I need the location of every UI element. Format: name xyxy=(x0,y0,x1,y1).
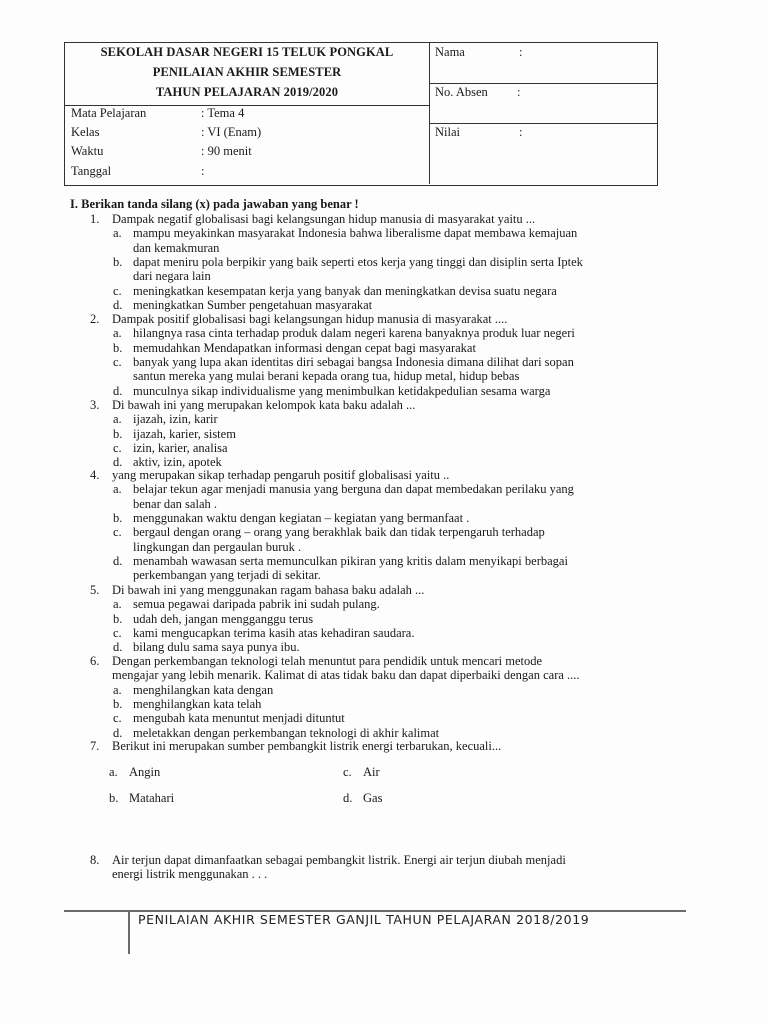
question-number: 6. xyxy=(90,654,100,668)
school-name: SEKOLAH DASAR NEGERI 15 TELUK PONGKAL xyxy=(100,45,394,59)
option-letter: d. xyxy=(113,725,123,740)
option-letter: b. xyxy=(113,426,123,441)
meta-label: Waktu xyxy=(71,144,104,158)
option-letter: b. xyxy=(113,696,123,711)
section-title: I. Berikan tanda silang (x) pada jawaban yang benar ! xyxy=(70,197,359,211)
option-text: dapat meniru pola berpikir yang baik seperti etos kerja yang tinggi dan disiplin serta Iptek xyxy=(133,254,583,269)
option-text: ijazah, izin, karir xyxy=(133,412,218,427)
question-line: energi listrik menggunakan . . . xyxy=(112,867,268,882)
option-letter: c. xyxy=(113,711,122,726)
option-text: meletakkan dengan perkembangan teknologi di akhir kalimat xyxy=(133,725,440,740)
option-letter: b. xyxy=(109,791,119,805)
meta-label: Kelas xyxy=(71,125,100,139)
option-text: mengubah kata menuntut menjadi dituntut xyxy=(133,711,345,726)
option-text: mampu meyakinkan masyarakat Indonesia bahwa liberalisme dapat membawa kemajuan xyxy=(133,226,578,241)
meta-value: : xyxy=(201,164,205,178)
option-letter: d. xyxy=(113,640,123,655)
option-letter: a. xyxy=(113,682,122,697)
option-text: Gas xyxy=(363,791,383,805)
footer-title: PENILAIAN AKHIR SEMESTER GANJIL TAHUN PELAJARAN 2018/2019 xyxy=(138,912,590,927)
field-label: No. Absen xyxy=(435,85,488,99)
meta-value: : VI (Enam) xyxy=(201,125,262,139)
meta-label: Mata Pelajaran xyxy=(71,106,147,120)
question-line: mengajar yang lebih menarik. Kalimat di atas tidak baku dan dapat diperbaiki dengan cara .... xyxy=(112,668,580,683)
footer-rule xyxy=(128,910,130,954)
option-text: kami mengucapkan terima kasih atas kehadiran saudara. xyxy=(133,625,415,640)
option-text: santun mereka yang mulai berani kepada orang tua, hidup metal, hidup bebas xyxy=(133,369,520,384)
meta-label: Tanggal xyxy=(71,164,112,178)
option-text: meningkatkan kesempatan kerja yang banyak dan meningkatkan devisa suatu negara xyxy=(133,283,557,298)
header-divider xyxy=(429,43,430,184)
option-text: hilangnya rasa cinta terhadap produk dalam negeri karena banyaknya produk luar negeri xyxy=(133,326,575,341)
academic-year: TAHUN PELAJARAN 2019/2020 xyxy=(155,85,339,99)
option-text: aktiv, izin, apotek xyxy=(133,455,222,470)
option-letter: c. xyxy=(343,765,352,779)
field-colon: : xyxy=(519,125,523,139)
question-line: Dampak positif globalisasi bagi kelangsungan hidup manusia di masyarakat .... xyxy=(112,312,508,326)
option-text: udah deh, jangan mengganggu terus xyxy=(133,611,314,626)
option-letter: b. xyxy=(113,510,123,525)
exam-title: PENILAIAN AKHIR SEMESTER xyxy=(152,65,342,79)
question-number: 5. xyxy=(90,583,100,597)
option-text: semua pegawai daripada pabrik ini sudah pulang. xyxy=(133,597,380,612)
option-letter: c. xyxy=(113,354,122,369)
field-label: Nilai xyxy=(435,125,460,139)
option-letter: b. xyxy=(113,611,123,626)
option-text: Air xyxy=(363,765,380,779)
question-line: Dengan perkembangan teknologi telah menuntut para pendidik untuk mencari metode xyxy=(112,654,543,668)
question-number: 3. xyxy=(90,398,100,412)
field-label: Nama xyxy=(435,45,465,59)
option-letter: d. xyxy=(113,455,123,470)
option-letter: a. xyxy=(109,765,118,779)
header-divider xyxy=(429,83,657,84)
option-text: dari negara lain xyxy=(133,269,211,284)
header-table xyxy=(64,42,658,186)
question-number: 1. xyxy=(90,212,100,226)
option-letter: c. xyxy=(113,525,122,540)
option-letter: c. xyxy=(113,625,122,640)
question-number: 8. xyxy=(90,853,100,867)
option-text: meningkatkan Sumber pengetahuan masyarakat xyxy=(133,297,373,312)
question-line: Di bawah ini yang merupakan kelompok kata baku adalah ... xyxy=(112,398,416,412)
question-line: Dampak negatif globalisasi bagi kelangsungan hidup manusia di masyarakat yaitu ... xyxy=(112,212,536,226)
question-line: Air terjun dapat dimanfaatkan sebagai pembangkit listrik. Energi air terjun diubah menjadi xyxy=(112,853,566,867)
meta-value: : Tema 4 xyxy=(201,106,245,120)
option-letter: d. xyxy=(113,297,123,312)
option-text: izin, karier, analisa xyxy=(133,440,228,455)
option-letter: d. xyxy=(113,553,123,568)
option-letter: b. xyxy=(113,340,123,355)
option-letter: a. xyxy=(113,326,122,341)
option-letter: d. xyxy=(113,383,123,398)
option-text: bilang dulu sama saya punya ibu. xyxy=(133,640,300,655)
option-text: Angin xyxy=(129,765,161,779)
field-colon: : xyxy=(517,85,521,99)
option-letter: d. xyxy=(343,791,353,805)
option-text: menambah wawasan serta memunculkan pikiran yang kritis dalam menyikapi berbagai xyxy=(133,553,568,568)
option-text: memudahkan Mendapatkan informasi dengan cepat bagi masyarakat xyxy=(133,340,476,355)
question-line: yang merupakan sikap terhadap pengaruh positif globalisasi yaitu .. xyxy=(112,468,450,482)
question-line: Di bawah ini yang menggunakan ragam bahasa baku adalah ... xyxy=(112,583,425,597)
question-number: 2. xyxy=(90,312,100,326)
question-line: Berikut ini merupakan sumber pembangkit listrik energi terbarukan, kecuali... xyxy=(112,739,502,753)
option-text: banyak yang lupa akan identitas diri sebagai bangsa Indonesia dimana dilihat dari sopan xyxy=(133,354,574,369)
option-letter: a. xyxy=(113,226,122,241)
question-number: 4. xyxy=(90,468,100,482)
header-divider xyxy=(429,123,657,124)
option-text: menghilangkan kata dengan xyxy=(133,682,274,697)
field-colon: : xyxy=(519,45,523,59)
question-number: 7. xyxy=(90,739,100,753)
option-text: benar dan salah . xyxy=(133,496,217,511)
option-text: Matahari xyxy=(129,791,175,805)
option-letter: b. xyxy=(113,254,123,269)
option-letter: a. xyxy=(113,482,122,497)
option-letter: a. xyxy=(113,597,122,612)
option-letter: c. xyxy=(113,440,122,455)
option-text: dan kemakmuran xyxy=(133,240,220,255)
option-text: lingkungan dan pergaulan buruk . xyxy=(133,539,302,554)
option-text: ijazah, karier, sistem xyxy=(133,426,236,441)
option-text: menggunakan waktu dengan kegiatan – kegiatan yang bermanfaat . xyxy=(133,510,470,525)
option-text: munculnya sikap individualisme yang menimbulkan ketidakpedulian sesama warga xyxy=(133,383,551,398)
option-text: bergaul dengan orang – orang yang berakhlak baik dan tidak terpengaruh terhadap xyxy=(133,525,545,540)
option-text: belajar tekun agar menjadi manusia yang berguna dan dapat membedakan perilaku yang xyxy=(133,482,574,497)
option-text: menghilangkan kata telah xyxy=(133,696,262,711)
meta-value: : 90 menit xyxy=(201,144,252,158)
option-letter: c. xyxy=(113,283,122,298)
option-text: perkembangan yang terjadi di sekitar. xyxy=(133,568,321,583)
option-letter: a. xyxy=(113,412,122,427)
